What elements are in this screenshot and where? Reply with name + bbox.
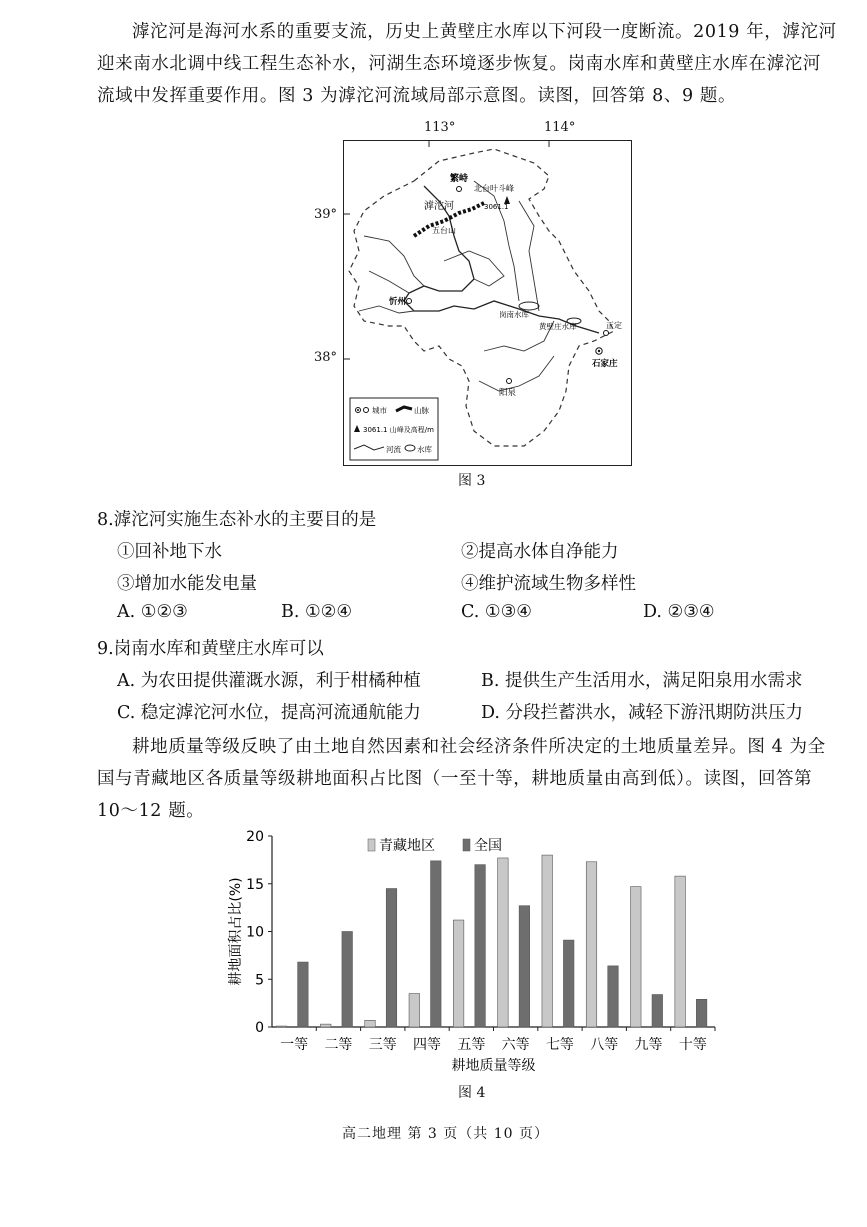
q8-stem: 8.滹沱河实施生态补水的主要目的是 bbox=[97, 510, 377, 530]
label-gangnan: 岗南水库 bbox=[499, 310, 529, 319]
page-footer: 高二地理 第 3 页（共 10 页） bbox=[342, 1126, 549, 1142]
x-tick-label: 八等 bbox=[590, 1037, 619, 1053]
gangnan-reservoir bbox=[519, 302, 539, 310]
tributary-3 bbox=[364, 236, 424, 286]
tributary-4 bbox=[369, 271, 409, 293]
intro-paragraph-2: 耕地质量等级反映了由土地自然因素和社会经济条件所决定的土地质量差异。图 4 为全国与青藏地区各质量等级耕地面积占比图（一至十等，耕地质量由高到低）。读图，回答第 10～12 题。 bbox=[97, 737, 826, 821]
x-tick-label: 七等 bbox=[545, 1037, 574, 1053]
x-tick-label: 九等 bbox=[634, 1037, 663, 1053]
bar-national bbox=[519, 906, 530, 1027]
bar-national bbox=[608, 966, 619, 1027]
x-tick-label: 六等 bbox=[501, 1037, 530, 1053]
cropland-grade-bar-chart bbox=[220, 825, 740, 1075]
bar-national bbox=[298, 962, 309, 1027]
xinzhou-city-icon bbox=[407, 299, 412, 304]
label-fanzhi: 繁峙 bbox=[450, 174, 469, 184]
legend-label: 青藏地区 bbox=[379, 838, 435, 854]
x-tick-label: 一等 bbox=[280, 1037, 309, 1053]
bar-qingzang bbox=[320, 1024, 331, 1027]
bar-qingzang bbox=[453, 920, 464, 1027]
x-tick-label: 十等 bbox=[678, 1037, 707, 1053]
map-drawing bbox=[344, 141, 631, 465]
bar-national bbox=[342, 932, 353, 1028]
label-xinzhou: 忻州 bbox=[389, 297, 407, 307]
q9-choice-b: B. 提供生产生活用水，满足阳泉用水需求 bbox=[481, 671, 803, 691]
map-lat-39: 39° bbox=[314, 207, 338, 222]
intro-paragraph-1: 滹沱河是海河水系的重要支流，历史上黄壁庄水库以下河段一度断流。2019 年，滹沱河迎来南水北调中线工程生态补水，河湖生态环境逐步恢复。岗南水库和黄壁庄水库在滹沱河流域中发挥重要作用。图 3 为滹沱河流域局部示意图。读图，回答第 8、9 题。 bbox=[97, 22, 837, 106]
q8-option-3: ③增加水能发电量 bbox=[117, 574, 257, 594]
q8-choice-c: C. ①③④ bbox=[461, 602, 532, 622]
bar-national bbox=[696, 999, 707, 1027]
x-tick-label: 三等 bbox=[368, 1037, 397, 1053]
q8-option-1: ①回补地下水 bbox=[117, 542, 222, 562]
map-lon-114: 114° bbox=[544, 120, 576, 135]
legend-city: 城市 bbox=[372, 406, 387, 415]
q8-choice-a: A. ①②③ bbox=[117, 602, 188, 622]
bar-national bbox=[475, 865, 486, 1027]
bar-national bbox=[563, 940, 574, 1027]
bar-qingzang bbox=[542, 855, 553, 1027]
bar-qingzang bbox=[498, 858, 509, 1027]
tributary-south-2 bbox=[479, 356, 554, 391]
y-axis-label: 耕地面积占比(%) bbox=[228, 877, 244, 986]
q8-option-4: ④维护流域生物多样性 bbox=[461, 574, 636, 594]
bar-qingzang bbox=[586, 862, 597, 1027]
legend-mountain: 山脉 bbox=[414, 406, 429, 415]
bar-national bbox=[652, 995, 663, 1027]
figure-4-caption: 图 4 bbox=[458, 1085, 486, 1101]
q9-choice-d: D. 分段拦蓄洪水，减轻下游汛期防洪压力 bbox=[481, 703, 804, 723]
bar-qingzang bbox=[409, 994, 420, 1027]
label-wutaishan: 五台山 bbox=[432, 226, 456, 235]
label-peak-elev: 3061.1 bbox=[484, 203, 509, 211]
legend-river: 河流 bbox=[386, 445, 401, 454]
label-zhengding: 正定 bbox=[606, 321, 622, 330]
q8-option-2: ②提高水体自净能力 bbox=[461, 542, 619, 562]
tributary-5 bbox=[444, 251, 504, 286]
legend-reservoir: 水库 bbox=[417, 445, 432, 454]
label-hutuo: 滹沱河 bbox=[424, 201, 454, 212]
x-tick-label: 四等 bbox=[413, 1037, 442, 1053]
label-beitai: 北台叶斗峰 bbox=[474, 184, 514, 193]
q9-stem: 9.岗南水库和黄壁庄水库可以 bbox=[97, 639, 324, 659]
fanzhi-city-icon bbox=[457, 187, 462, 192]
q9-choice-a: A. 为农田提供灌溉水源，利于柑橘种植 bbox=[117, 671, 421, 691]
hutuo-river-map bbox=[343, 140, 632, 466]
y-tick-label: 5 bbox=[255, 972, 264, 989]
figure-3-caption: 图 3 bbox=[458, 473, 486, 489]
q9-choice-c: C. 稳定滹沱河水位，提高河流通航能力 bbox=[117, 703, 421, 723]
tributary-6 bbox=[359, 306, 414, 313]
q8-choice-b: B. ①②④ bbox=[281, 602, 353, 622]
label-yangquan: 阳泉 bbox=[499, 388, 517, 398]
bar-qingzang bbox=[675, 876, 686, 1027]
y-tick-label: 20 bbox=[246, 829, 264, 845]
label-shijiazhuang: 石家庄 bbox=[592, 359, 618, 369]
x-tick-label: 二等 bbox=[324, 1037, 353, 1053]
map-lat-38: 38° bbox=[314, 350, 338, 365]
bar-qingzang bbox=[276, 1026, 287, 1027]
tributary-2 bbox=[519, 201, 539, 311]
y-tick-label: 10 bbox=[246, 924, 264, 941]
map-lon-113: 113° bbox=[424, 120, 456, 135]
label-huangbi: 黄壁庄水库 bbox=[539, 322, 577, 331]
x-axis-label: 耕地质量等级 bbox=[451, 1058, 536, 1074]
legend-swatch bbox=[368, 839, 375, 851]
bar-qingzang bbox=[365, 1020, 376, 1027]
q8-choice-d: D. ②③④ bbox=[643, 602, 715, 622]
bar-national bbox=[386, 889, 397, 1027]
yangquan-city-icon bbox=[507, 379, 512, 384]
y-tick-label: 0 bbox=[255, 1020, 264, 1036]
x-tick-label: 五等 bbox=[457, 1037, 486, 1053]
zhengding-city-icon bbox=[604, 331, 609, 336]
legend-peak: 3061.1 山峰及高程/m bbox=[363, 426, 434, 434]
legend-swatch bbox=[463, 839, 470, 851]
tributary-1 bbox=[474, 181, 519, 301]
legend-label: 全国 bbox=[474, 838, 502, 854]
bar-national bbox=[431, 861, 442, 1027]
bar-qingzang bbox=[631, 887, 642, 1027]
y-tick-label: 15 bbox=[246, 876, 264, 893]
